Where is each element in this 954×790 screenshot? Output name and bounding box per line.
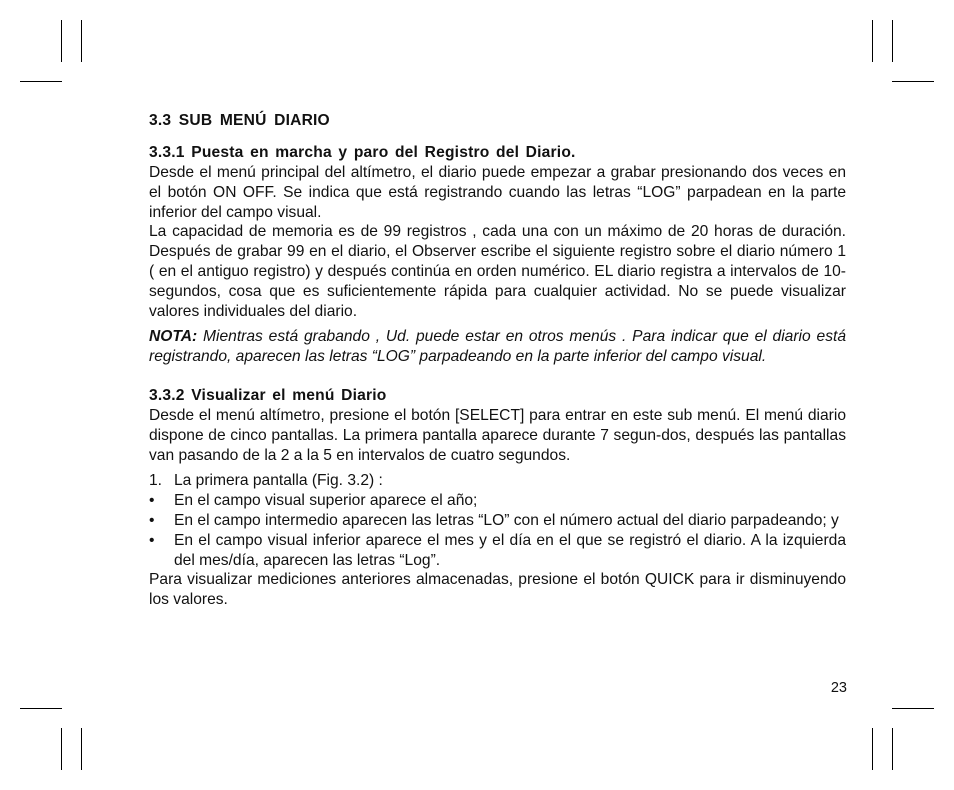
- bullet-item: [149, 491, 846, 511]
- crop-mark-bottom-right-outer: [892, 728, 893, 770]
- bullet-icon: •: [149, 511, 155, 529]
- step-item: [149, 471, 846, 491]
- bullet-icon: •: [149, 492, 155, 510]
- step-marker: 1.: [149, 472, 163, 490]
- step-text: La primera pantalla (Fig. 3.2) :: [174, 472, 383, 490]
- crop-mark-bottom-left-outer: [61, 728, 62, 770]
- steps-list: [149, 471, 846, 491]
- bullet-item: [149, 531, 846, 571]
- crop-mark-bottom-right-horizontal: [892, 708, 934, 709]
- startstop-paragraph-2: La capacidad de memoria es de 99 registros , cada una con un máximo de 20 horas de duración. Después de grabar 99 en el diario, el Observer escribe el siguiente registro sobre el diario número 1 ( en el antiguo registro) y después continúa en orden numérico. EL diario registra a intervalos de 10-segundos, cosa que es suficientemente rápida para cualquier actividad. No se puede visualizar valores individuales del diario.: [149, 223, 846, 320]
- crop-mark-bottom-left-horizontal: [20, 708, 62, 709]
- page-number: 23: [830, 680, 847, 696]
- page-content: [149, 111, 846, 610]
- view-log-paragraph-1: Desde el menú altímetro, presione el botón [SELECT] para entrar en este sub menú. El menú diario dispone de cinco pantallas. La primera pantalla aparece durante 7 segun-dos, después las pantallas van pasando de la 2 a la 5 en intervalos de cuatro segundos.: [149, 406, 846, 464]
- crop-mark-top-left-horizontal: [20, 81, 62, 82]
- subsection-title-startstop: 3.3.1 Puesta en marcha y paro del Registro del Diario.: [149, 144, 576, 161]
- bullet-text: En el campo intermedio aparecen las letras “LO” con el número actual del diario parpadeando; y: [174, 511, 839, 529]
- bullet-text: En el campo visual superior aparece el año;: [174, 492, 478, 510]
- bullet-text: En el campo visual inferior aparece el mes y el día en el que se registró el diario. A la izquierda del mes/día, aparecen las letras “Log”.: [174, 531, 846, 569]
- crop-mark-top-left-inner: [81, 20, 82, 62]
- note-label: NOTA:: [149, 328, 198, 346]
- note-text: Mientras está grabando , Ud. puede estar en otros menús . Para indicar que el diario está registrando, aparecen las letras “LOG” parpadeando en la parte inferior del campo visual.: [149, 328, 846, 366]
- section-title: 3.3 SUB MENÚ DIARIO: [149, 112, 330, 129]
- crop-mark-top-right-outer: [892, 20, 893, 62]
- crop-mark-top-left-outer: [61, 20, 62, 62]
- crop-mark-bottom-right-inner: [872, 728, 873, 770]
- closing-paragraph: Para visualizar mediciones anteriores almacenadas, presione el botón QUICK para ir disminuyendo los valores.: [149, 571, 846, 609]
- note-paragraph: [149, 327, 846, 367]
- bullet-list: [149, 491, 846, 570]
- subsection-title-view-log: 3.3.2 Visualizar el menú Diario: [149, 386, 387, 404]
- bullet-item: [149, 511, 846, 531]
- crop-mark-bottom-left-inner: [81, 728, 82, 770]
- crop-mark-top-right-horizontal: [892, 81, 934, 82]
- startstop-paragraph-1: Desde el menú principal del altímetro, el diario puede empezar a grabar presionando dos veces en el botón ON OFF. Se indica que está registrando cuando las letras “LOG” parpadean en la parte inferior del campo visual.: [149, 164, 846, 221]
- bullet-icon: •: [149, 531, 155, 549]
- crop-mark-top-right-inner: [872, 20, 873, 62]
